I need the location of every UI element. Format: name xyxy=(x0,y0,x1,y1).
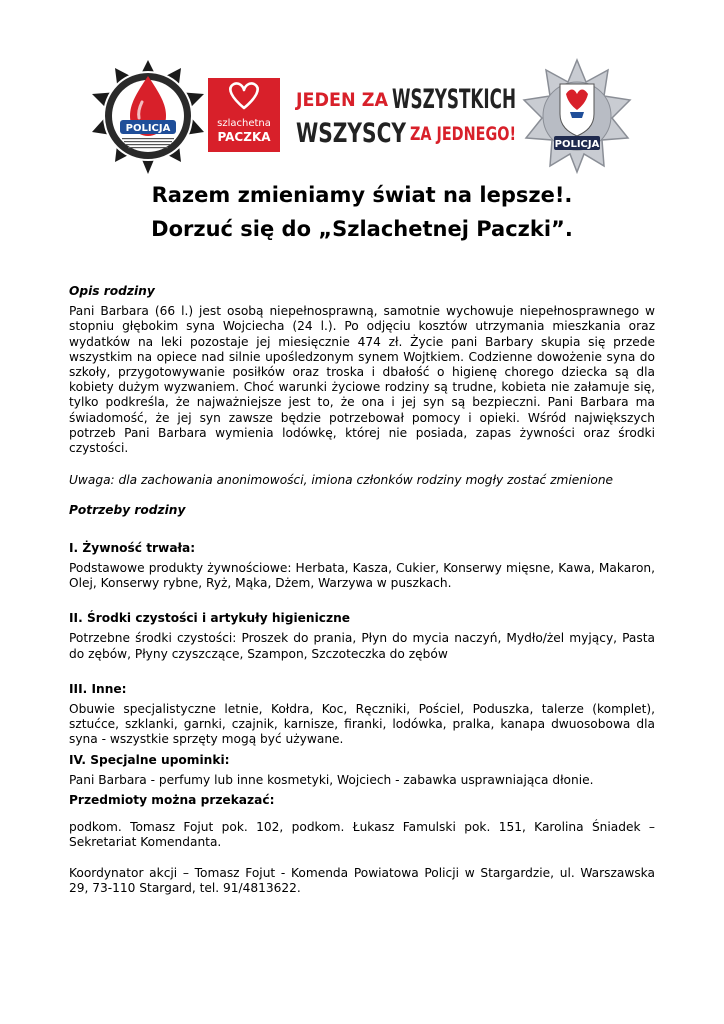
slogan-logo xyxy=(290,76,520,152)
slogan-part3: WSZYSCY xyxy=(296,118,407,149)
section-text: Pani Barbara - perfumy lub inne kosmetyki, Wojciech - zabawka usprawniająca dłonie. xyxy=(69,772,594,787)
anonymity-note: Uwaga: dla zachowania anonimowości, imiona członków rodziny mogły zostać zmienione xyxy=(69,473,614,488)
paczka-line1: szlachetna xyxy=(217,118,271,129)
section-text: Podstawowe produkty żywnościowe: Herbata, Kasza, Cukier, Konserwy mięsne, Kawa, Makaron, Olej, Konserwy rybne, Ryż, Mąka, Dżem, Warzywa w puszkach. xyxy=(69,560,655,591)
slogan-part2: WSZYSTKICH xyxy=(392,84,516,115)
section-text: Potrzebne środki czystości: Proszek do prania, Płyn do mycia naczyń, Mydło/żel myjący, Pasta do zębów, Płyny czyszczące, Szampon, Szczoteczka do zębów xyxy=(69,631,655,661)
delivery-heading: Przedmioty można przekazać: xyxy=(69,793,275,808)
document-body xyxy=(69,284,655,896)
policja-badge-text: POLICJA xyxy=(554,139,600,150)
logo-strip xyxy=(86,58,642,176)
section-text: Obuwie specjalistyczne letnie, Kołdra, Koc, Ręczniki, Pościel, Poduszka, talerze (komplet), sztućce, szklanki, garnki, czajnik, karnisze, firanki, lodówka, pralka, kanapa dwuosobowa dla syna - wszystkie sprzęty mogą być używane. xyxy=(69,702,655,747)
section-heading: IV. Specjalne upominki: xyxy=(69,752,230,767)
paczka-line2: PACZKA xyxy=(217,130,271,144)
family-label: Opis rodziny xyxy=(69,284,155,298)
section-heading: I. Żywność trwała: xyxy=(69,540,196,555)
blood-donor-club-logo xyxy=(86,58,210,176)
page-title-line1: Razem zmieniamy świat na lepsze!. xyxy=(151,183,573,207)
coordinator-text: Koordynator akcji – Tomasz Fojut - Komenda Powiatowa Policji w Stargardzie, ul. Warszawska 29, 73-110 Stargard, tel. 91/4813622. xyxy=(69,865,655,895)
policja-star-logo xyxy=(522,58,632,174)
klub-badge-text: POLICJA xyxy=(125,123,171,134)
slogan-part1: JEDEN ZA xyxy=(294,89,389,111)
needs-label: Potrzeby rodziny xyxy=(69,503,186,518)
slogan-part4: ZA JEDNEGO! xyxy=(410,123,516,145)
section-heading: II. Środki czystości i artykuły higieniczne xyxy=(69,611,351,626)
section-heading: III. Inne: xyxy=(69,681,127,696)
szlachetna-paczka-logo xyxy=(208,78,280,152)
family-description: Pani Barbara (66 l.) jest osobą niepełnosprawną, samotnie wychowuje niepełnosprawnego w stopniu głębokim syna Wojciecha (24 l.). Po odjęciu kosztów utrzymania mieszkania oraz wydatków na leki pozostaje jej miesięcznie 474 zł. Życie pani Barbary skupia się przede wszystkim na opiece nad silnie upośledzonym synem Wojtkiem. Codzienne dowożenie syna do szkoły, przygotowywanie posiłków oraz troska i dbałość o higienę chorego dziecka są dla kobiety dużym wyzwaniem. Choć warunki życiowe rodziny są trudne, kobieta nie załamuje się, tylko podkreśla, że najważniejsze jest to, że ona i jej syn są bezpieczni. Pani Barbara ma świadomość, że jej syn zawsze będzie potrzebował pomocy i opieki. Wśród największych potrzeb Pani Barbara wymienia lodówkę, której nie posiada, zapas żywności oraz środki czystości. xyxy=(69,304,655,456)
page-title-line2: Dorzuć się do „Szlachetnej Paczki”. xyxy=(151,217,573,241)
delivery-text: podkom. Tomasz Fojut pok. 102, podkom. Łukasz Famulski pok. 151, Karolina Śniadek – Sekretariat Komendanta. xyxy=(69,820,655,850)
